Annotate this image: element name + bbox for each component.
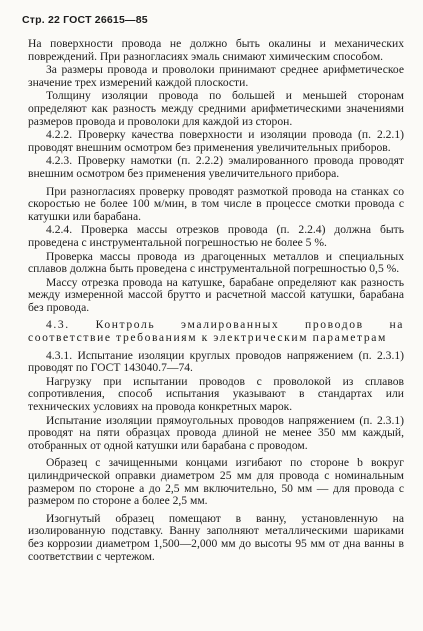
paragraph: Массу отрезка провода на катушке, барабане определяют как разность между измеренной массой брутто и расчетной массой катушки, барабана без провода.	[28, 275, 404, 314]
paragraph: При разногласиях проверку проводят размоткой провода на станках со скоростью не более 100 м/мин, в том числе в процессе смотки провода с катушки или барабана.	[28, 184, 404, 223]
paragraph: За размеры провода и проволоки принимают среднее арифметическое значение трех измерений каждой плоскости.	[28, 63, 404, 89]
paragraph: Образец с зачищенными концами изгибают по стороне b вокруг цилиндрической оправки диаметром 25 мм для провода с номинальным размером по стороне a до 2,5 мм включительно, 50 мм — для провода с размером по стороне a более 2,5 мм.	[28, 456, 404, 508]
document-body	[28, 38, 404, 564]
paragraph: Нагрузку при испытании проводов с проволокой из сплавов сопротивления, способ испытания указывают в стандартах или технических условиях на провода конкретных марок.	[28, 374, 404, 414]
section-heading: 4.3. Контроль эмалированных проводов на соответствие требованиям к электрическим параметрам	[28, 318, 404, 345]
paragraph: 4.2.4. Проверка массы отрезков провода (п. 2.2.4) должна быть проведена с инструментальной погрешностью не более 5 %.	[28, 223, 404, 249]
paragraph: Проверка массы провода из драгоценных металлов и специальных сплавов должна быть проведена с инструментальной погрешностью 0,5 %.	[28, 249, 404, 276]
paragraph: Испытание изоляции прямоугольных проводов напряжением (п. 2.3.1) проводят на пяти образцах провода длиной не менее 350 мм каждый, отобранных от одной катушки или барабана с проводом.	[28, 413, 404, 452]
paragraph: Изогнутый образец помещают в ванну, установленную на изолированную подставку. Ванну заполняют металлическими шариками без коррозии диаметром 1,500—2,000 мм до высоты 95 мм от дна ванны в соответствии с чертежом.	[28, 511, 404, 563]
paragraph: 4.2.2. Проверку качества поверхности и изоляции провода (п. 2.2.1) проводят внешним осмотром без применения увеличительных приборов.	[28, 128, 404, 154]
paragraph: На поверхности провода не должно быть окалины и механических повреждений. При разногласиях эмаль снимают химическим способом.	[28, 37, 404, 63]
paragraph: 4.3.1. Испытание изоляции круглых проводов напряжением (п. 2.3.1) проводят по ГОСТ 143040.7—74.	[28, 348, 404, 375]
paragraph: Толщину изоляции провода по большей и меньшей сторонам определяют как разность между средними арифметическими значениями размеров провода и проволоки для каждой из сторон.	[28, 89, 404, 128]
paragraph: 4.2.3. Проверку намотки (п. 2.2.2) эмалированного провода проводят внешним осмотром без применения увеличительного прибора.	[28, 154, 404, 180]
page-header: Стр. 22 ГОСТ 26615—85	[22, 14, 148, 26]
